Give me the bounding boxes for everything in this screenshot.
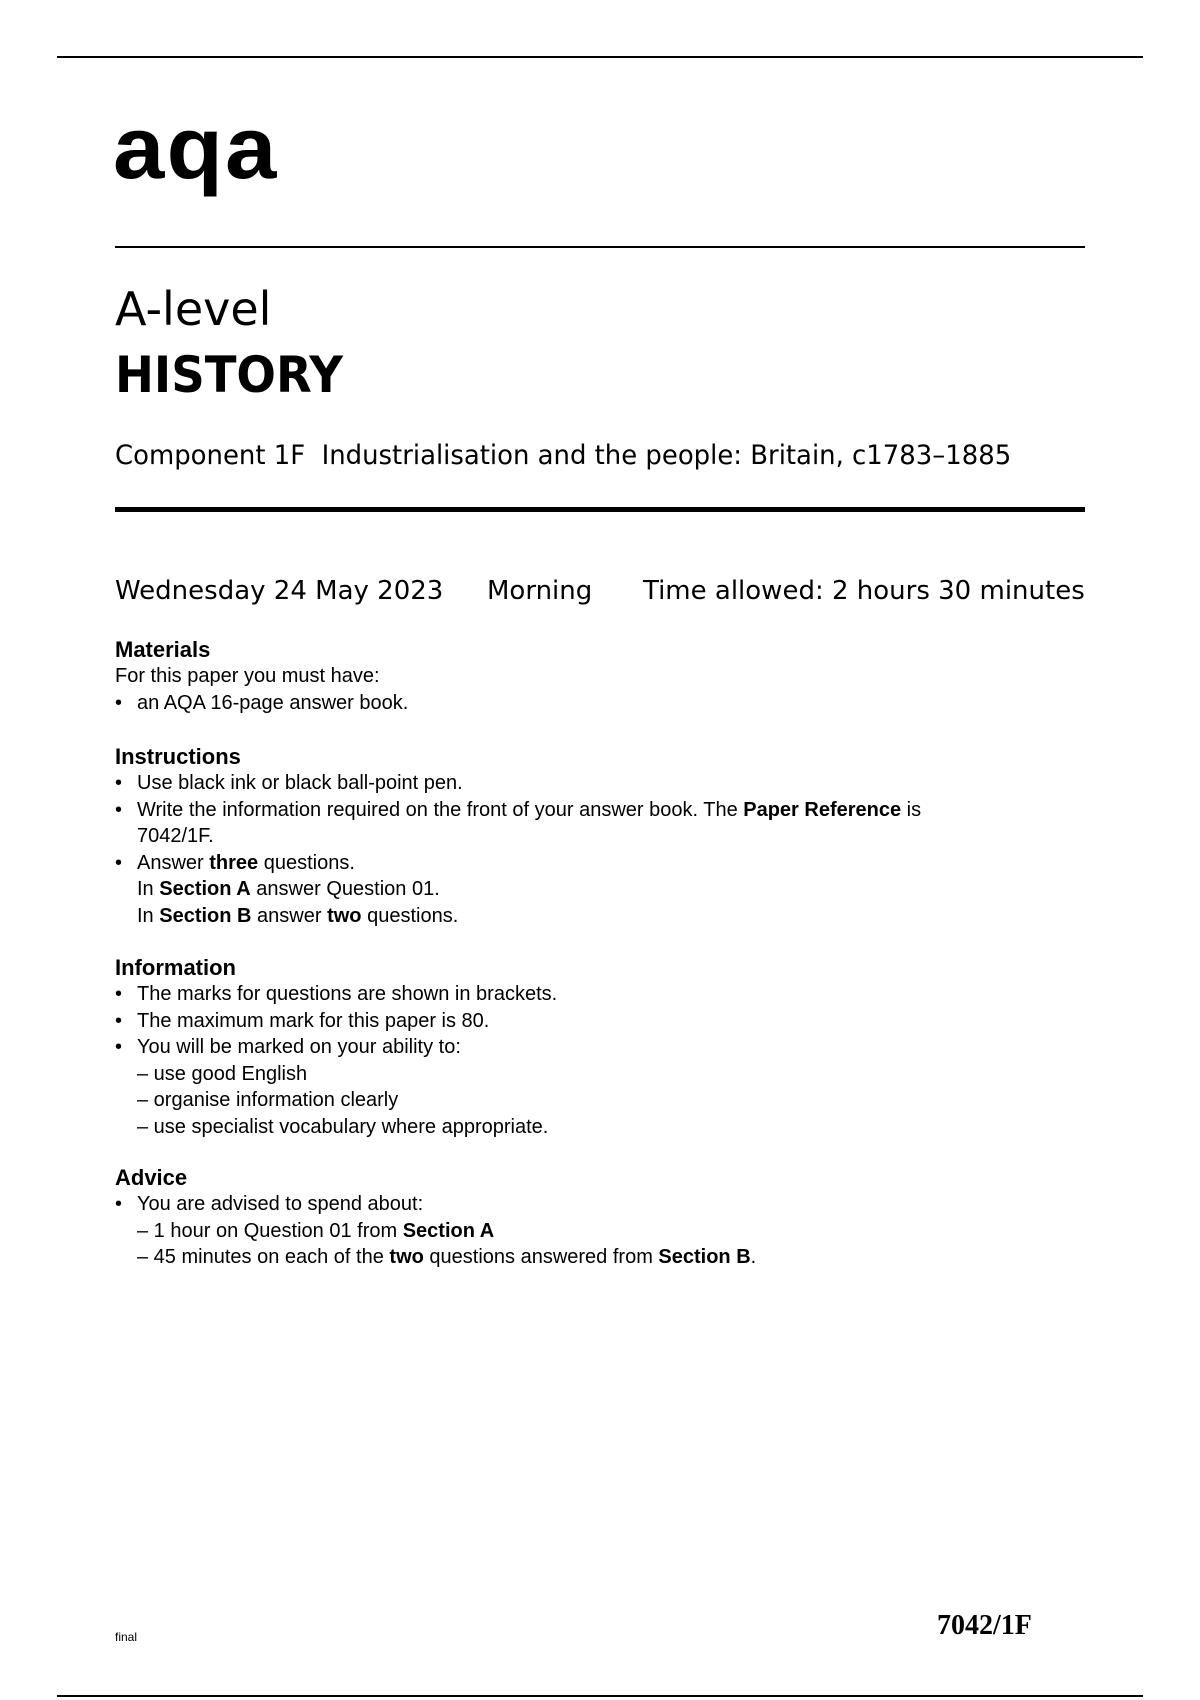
aqa-logo: aqa <box>113 98 279 197</box>
information-item: • The maximum mark for this paper is 80. <box>115 1008 1085 1035</box>
advice-subitem <box>115 1218 1085 1245</box>
subject-divider <box>115 507 1085 512</box>
materials-section <box>115 637 1085 716</box>
paper-code: 7042/1F <box>937 1610 1032 1641</box>
exam-session: Morning <box>487 576 593 606</box>
materials-heading: Materials <box>115 637 211 662</box>
information-subitem: – organise information clearly <box>137 1089 399 1111</box>
information-subitem: – use good English <box>137 1062 308 1085</box>
materials-intro: For this paper you must have: <box>115 665 380 687</box>
advice-text: . <box>750 1246 757 1268</box>
instruction-continuation: 7042/1F. <box>137 825 214 847</box>
information-item: • You will be marked on your ability to: <box>115 1034 1085 1061</box>
instruction-text: Answer <box>137 851 210 874</box>
advice-section <box>115 1165 1085 1271</box>
advice-item: • You are advised to spend about: <box>115 1191 1085 1218</box>
time-allowed: Time allowed: 2 hours 30 minutes <box>643 576 1085 606</box>
logo-divider <box>115 246 1085 248</box>
instruction-item <box>115 797 1085 824</box>
top-rule <box>57 56 1143 58</box>
instruction-emphasis: three <box>209 851 259 874</box>
information-heading: Information <box>115 955 236 980</box>
instruction-emphasis: two <box>327 904 362 927</box>
bottom-rule <box>57 1695 1143 1697</box>
instructions-section <box>115 744 1085 929</box>
advice-text: – 45 minutes on each of the <box>137 1246 390 1268</box>
instruction-emphasis: Section B <box>159 904 252 927</box>
instruction-item: • Use black ink or black ball-point pen. <box>115 770 1085 797</box>
information-item: • The marks for questions are shown in brackets. <box>115 981 1085 1008</box>
instruction-emphasis: Paper Reference <box>743 798 902 821</box>
advice-text: questions answered from <box>423 1246 659 1268</box>
information-section <box>115 955 1085 1140</box>
exam-date: Wednesday 24 May 2023 <box>115 576 444 606</box>
instruction-text: In <box>137 878 160 900</box>
advice-text: – 1 hour on Question 01 from <box>137 1219 403 1242</box>
instruction-continuation <box>115 876 1085 903</box>
qualification-level: A-level <box>115 282 272 336</box>
advice-subitem <box>115 1244 1085 1271</box>
component-title: Component 1F Industrialisation and the people: Britain, c1783–1885 <box>115 440 1012 471</box>
instruction-text: is <box>901 798 922 821</box>
advice-emphasis: Section A <box>402 1219 495 1242</box>
instruction-text: questions. <box>258 851 355 874</box>
instruction-item <box>115 850 1085 877</box>
instruction-text: In <box>137 904 160 927</box>
information-subitem: – use specialist vocabulary where appropriate. <box>137 1115 549 1138</box>
instruction-continuation <box>115 903 1085 930</box>
advice-heading: Advice <box>115 1165 188 1190</box>
materials-item: • an AQA 16-page answer book. <box>115 690 1085 717</box>
instruction-text: questions. <box>361 904 459 927</box>
instruction-text: answer Question 01. <box>250 878 440 900</box>
advice-emphasis: Section B <box>658 1246 751 1268</box>
document-status: final <box>115 1630 138 1644</box>
instruction-text: answer <box>251 904 328 927</box>
instructions-heading: Instructions <box>115 744 241 769</box>
instruction-text: Write the information required on the front of your answer book. The <box>137 798 744 821</box>
advice-emphasis: two <box>389 1246 424 1268</box>
instruction-emphasis: Section A <box>159 878 251 900</box>
subject-title: HISTORY <box>115 346 343 404</box>
